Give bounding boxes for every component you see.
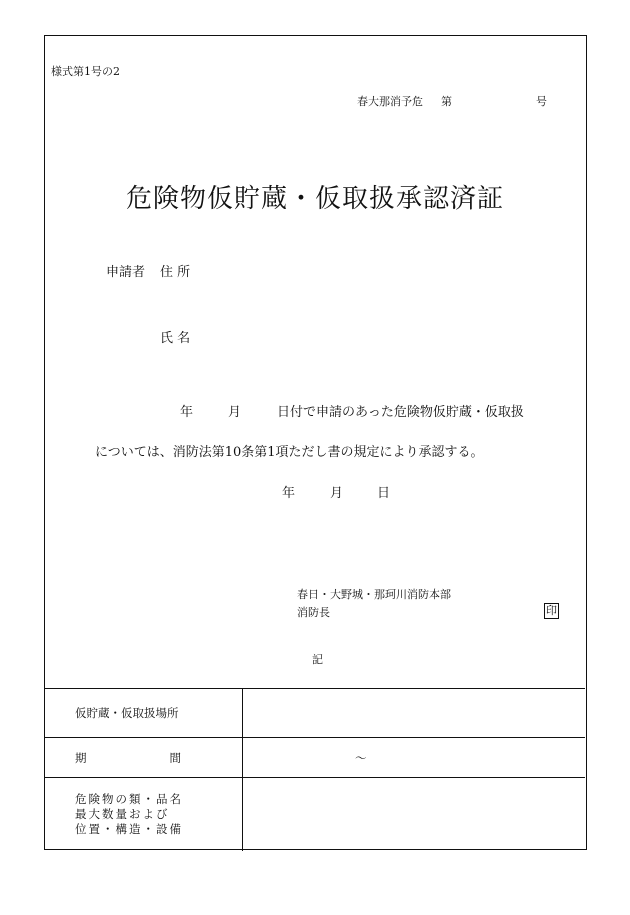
form-page [44, 35, 587, 850]
statement-line1: 日付で申請のあった危険物仮貯蔵・仮取扱 [277, 405, 524, 420]
issuer-title: 消防長 [297, 606, 330, 619]
statement-line2: については、消防法第10条第1項ただし書の規定により承認する。 [95, 445, 484, 460]
statement-month: 月 [228, 405, 242, 420]
period-label-right: 間 [169, 750, 181, 765]
hazmat-label-line-2: 最大数量および [75, 806, 170, 821]
doc-number-dai: 第 [441, 95, 452, 108]
place-label: 仮貯蔵・仮取扱場所 [45, 689, 243, 738]
period-label-cell [45, 738, 243, 778]
document-title: 危険物仮貯蔵・仮取扱承認済証 [125, 184, 504, 214]
place-value [243, 689, 586, 738]
period-label [75, 750, 181, 766]
table-row [45, 778, 585, 851]
name-label: 氏 名 [160, 331, 191, 346]
approval-day: 日 [377, 486, 391, 501]
applicant-label: 申請者 [106, 265, 146, 280]
table-row [45, 689, 585, 738]
approval-month: 月 [330, 486, 344, 501]
ki-label: 記 [312, 653, 323, 666]
approval-year: 年 [282, 486, 296, 501]
table-row [45, 738, 585, 778]
doc-number-prefix: 春大那消予危 [357, 95, 423, 108]
period-value: ～ [243, 738, 586, 778]
form-id: 様式第1号の2 [51, 65, 120, 78]
hazmat-label-line-1: 危険物の類・品名 [75, 791, 183, 806]
hazmat-label-cell [45, 778, 243, 851]
address-label: 住 所 [160, 265, 191, 280]
seal-mark: 印 [546, 604, 557, 617]
issuer-org: 春日・大野城・那珂川消防本部 [297, 588, 451, 601]
doc-number-go: 号 [536, 95, 547, 108]
hazmat-label-line-3: 位置・構造・設備 [75, 821, 183, 836]
statement-year: 年 [180, 405, 194, 420]
hazmat-value [243, 778, 586, 851]
period-label-left: 期 [75, 750, 87, 765]
details-table [45, 688, 585, 851]
